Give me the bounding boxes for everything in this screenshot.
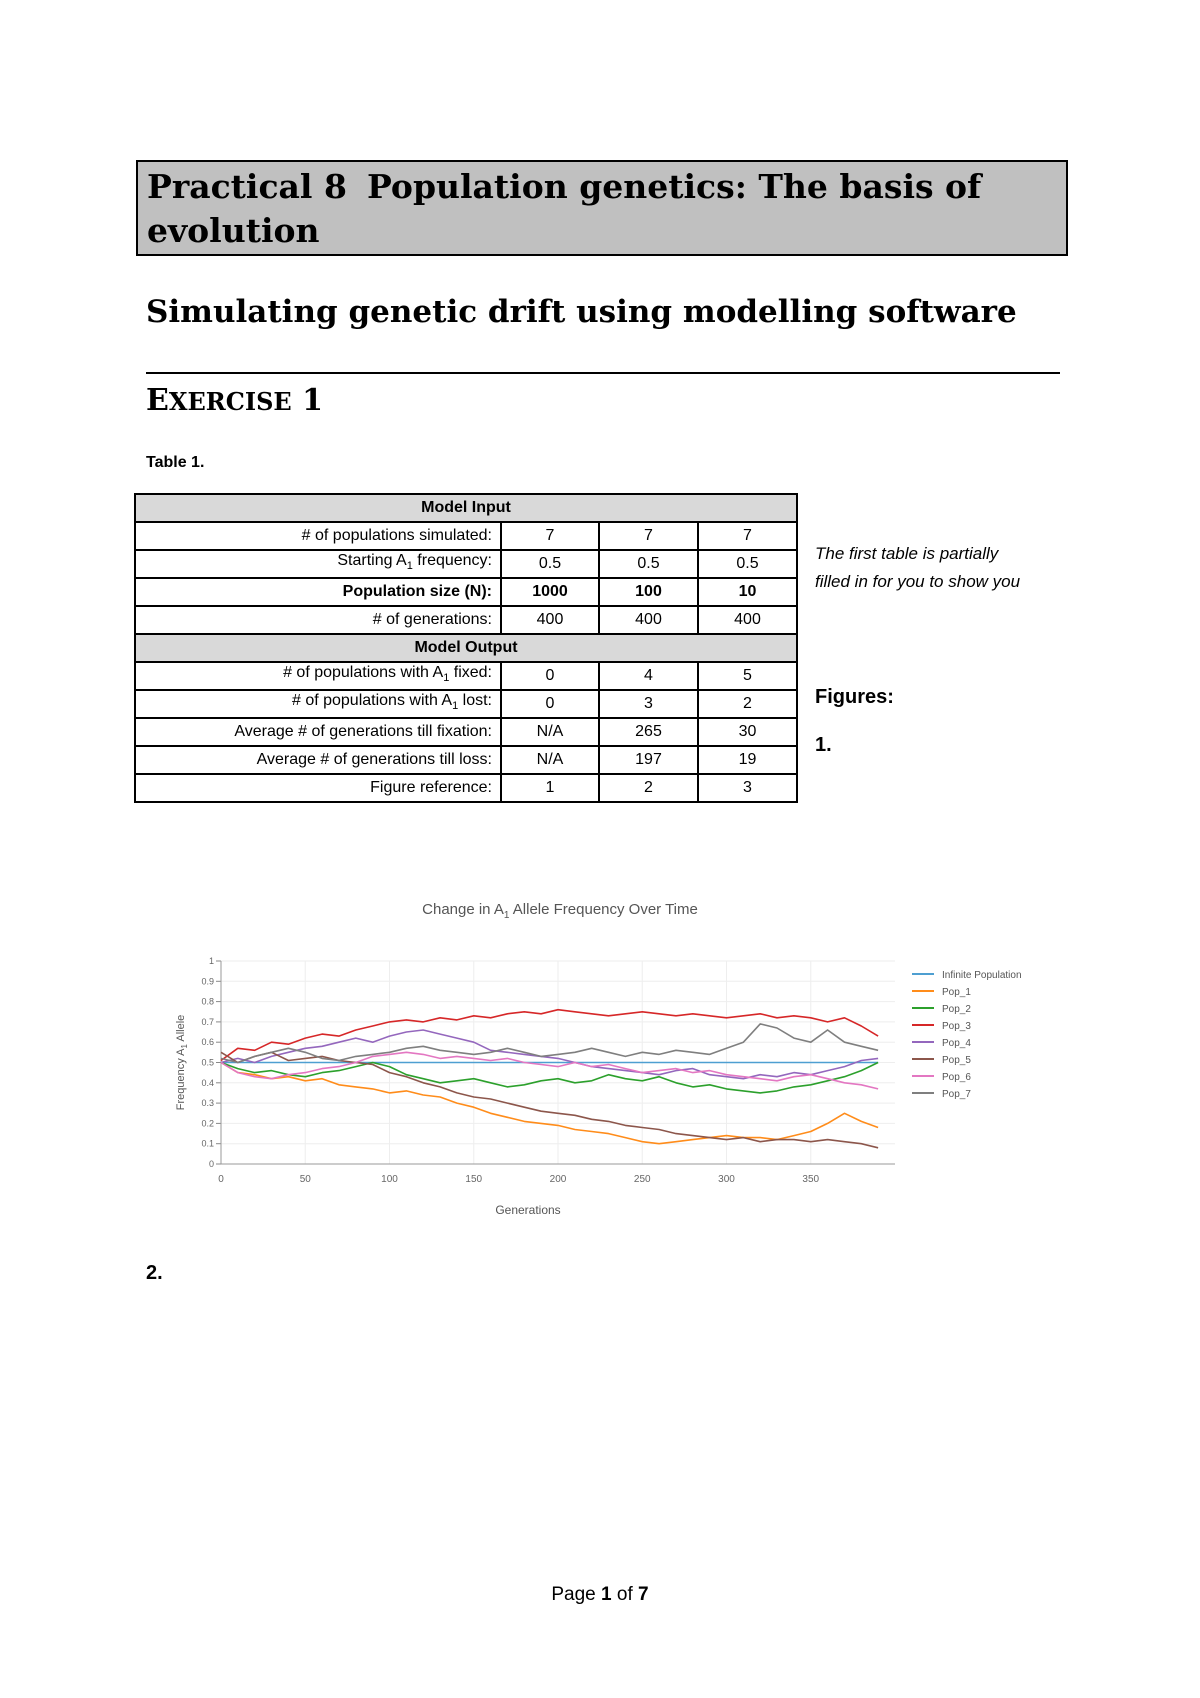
side-note-line: The first table is partially xyxy=(815,544,999,563)
footer-page-number: 1 xyxy=(601,1584,612,1605)
row-label xyxy=(135,662,501,690)
legend-label: Pop_1 xyxy=(942,987,971,998)
figures-heading: Figures: xyxy=(815,686,894,708)
table-row xyxy=(135,578,797,606)
x-tick-label: 300 xyxy=(718,1174,735,1185)
x-tick-label: 50 xyxy=(299,1174,311,1185)
y-tick-label: 0.4 xyxy=(201,1077,214,1088)
y-tick-label: 0 xyxy=(208,1159,214,1169)
practical-title: Population genetics: The basis of xyxy=(367,167,982,206)
y-tick-label: 0.3 xyxy=(201,1098,214,1109)
chart-title: Change in $A_1$ Allele Frequency Over Time xyxy=(422,901,698,921)
row-label xyxy=(135,690,501,718)
table-row xyxy=(135,774,797,802)
row-label-subscript: 1 xyxy=(452,700,459,713)
x-axis-label: Generations xyxy=(495,1203,561,1217)
y-tick-label: 0.5 xyxy=(201,1057,214,1068)
table-row xyxy=(135,746,797,774)
legend-label: Pop_2 xyxy=(942,1004,971,1015)
table-cell: 10 xyxy=(698,578,797,606)
allele-frequency-chart xyxy=(160,890,1060,1230)
title-box xyxy=(136,160,1068,256)
row-label xyxy=(135,550,501,578)
x-tick-label: 350 xyxy=(802,1174,820,1185)
series-line-pop-4 xyxy=(221,1030,878,1079)
table-cell: 265 xyxy=(599,718,698,746)
page-footer xyxy=(0,1584,1200,1606)
legend-label: Pop_6 xyxy=(942,1072,971,1083)
y-tick-label: 0.2 xyxy=(201,1118,214,1129)
row-label-text: # of populations with A xyxy=(283,664,444,682)
section-model-output: Model Output xyxy=(135,634,797,662)
footer-page-word: Page xyxy=(551,1584,596,1605)
row-label: Figure reference: xyxy=(135,774,501,802)
practical-title-line-2: evolution xyxy=(147,211,320,250)
legend-label: Infinite Population xyxy=(942,970,1022,981)
table-cell: 7 xyxy=(698,522,797,550)
page-subtitle: Simulating genetic drift using modelling software xyxy=(146,294,1017,330)
exercise-number: 1 xyxy=(291,383,324,418)
x-tick-label: 0 xyxy=(218,1174,224,1185)
legend-label: Pop_3 xyxy=(942,1021,971,1032)
row-label: Population size (N): xyxy=(135,578,501,606)
table-cell: 7 xyxy=(599,522,698,550)
legend-label: Pop_7 xyxy=(942,1089,971,1100)
table-cell: 4 xyxy=(599,662,698,690)
table-cell: 100 xyxy=(599,578,698,606)
table-cell: 0 xyxy=(501,690,599,718)
exercise-heading xyxy=(146,382,323,421)
y-tick-label: 0.1 xyxy=(201,1138,214,1149)
table-cell: N/A xyxy=(501,746,599,774)
section-model-input: Model Input xyxy=(135,494,797,522)
row-label: Average # of generations till loss: xyxy=(135,746,501,774)
model-table xyxy=(134,493,798,803)
y-tick-label: 0.8 xyxy=(201,996,214,1007)
y-axis-label: Frequency $A_1$ Allele xyxy=(175,1014,189,1111)
exercise-initial: E xyxy=(146,383,169,418)
table-row xyxy=(135,718,797,746)
figure-2-label: 2. xyxy=(146,1262,163,1284)
series-line-pop-2 xyxy=(221,1063,878,1093)
figure-1-label: 1. xyxy=(815,734,832,756)
table-cell: 400 xyxy=(501,606,599,634)
row-label-text: lost: xyxy=(458,692,492,710)
table-row xyxy=(135,550,797,578)
y-tick-label: 0.9 xyxy=(201,976,214,987)
footer-of-word: of xyxy=(616,1584,633,1605)
table-cell: 3 xyxy=(698,774,797,802)
table-cell: 5 xyxy=(698,662,797,690)
practical-number: Practical 8 xyxy=(147,167,347,206)
x-tick-label: 200 xyxy=(549,1174,567,1185)
exercise-word: XERCISE xyxy=(168,387,292,416)
table-cell: 3 xyxy=(599,690,698,718)
table-row xyxy=(135,522,797,550)
table-cell: 0.5 xyxy=(501,550,599,578)
y-tick-label: 0.6 xyxy=(201,1037,214,1048)
y-tick-label: 0.7 xyxy=(201,1016,214,1027)
table-cell: 30 xyxy=(698,718,797,746)
row-label: # of generations: xyxy=(135,606,501,634)
table-cell: 19 xyxy=(698,746,797,774)
table-cell: 2 xyxy=(599,774,698,802)
table-row xyxy=(135,606,797,634)
x-tick-label: 100 xyxy=(381,1174,398,1185)
legend-label: Pop_4 xyxy=(942,1038,971,1049)
row-label-text: # of populations with A xyxy=(291,692,453,710)
x-tick-label: 250 xyxy=(633,1174,651,1185)
row-label-text: Starting A xyxy=(337,552,407,570)
row-label-text: fixed: xyxy=(449,664,492,682)
series-line-pop-3 xyxy=(221,1010,878,1061)
table-row xyxy=(135,662,797,690)
table-row xyxy=(135,690,797,718)
practical-title-line-1 xyxy=(147,167,981,207)
section-divider xyxy=(146,372,1060,374)
row-label-subscript: 1 xyxy=(443,672,450,685)
table-cell: 0 xyxy=(501,662,599,690)
table-cell: 2 xyxy=(698,690,797,718)
table-caption: Table 1. xyxy=(146,454,205,471)
table-cell: 1 xyxy=(501,774,599,802)
row-label: # of populations simulated: xyxy=(135,522,501,550)
row-label-text: frequency: xyxy=(412,552,492,570)
table-cell: 400 xyxy=(599,606,698,634)
table-cell: 0.5 xyxy=(599,550,698,578)
side-note xyxy=(815,540,1020,596)
row-label: Average # of generations till fixation: xyxy=(135,718,501,746)
table-cell: 400 xyxy=(698,606,797,634)
side-note-line: filled in for you to show you xyxy=(815,572,1021,591)
table-cell: 7 xyxy=(501,522,599,550)
row-label-subscript: 1 xyxy=(406,560,413,573)
table-cell: 0.5 xyxy=(698,550,797,578)
table-cell: 1000 xyxy=(501,578,599,606)
y-tick-label: 1 xyxy=(208,956,214,966)
table-cell: 197 xyxy=(599,746,698,774)
series-line-pop-5 xyxy=(221,1052,878,1148)
x-tick-label: 150 xyxy=(465,1174,483,1185)
legend-label: Pop_5 xyxy=(942,1055,971,1066)
footer-total-pages: 7 xyxy=(638,1584,649,1605)
table-cell: N/A xyxy=(501,718,599,746)
